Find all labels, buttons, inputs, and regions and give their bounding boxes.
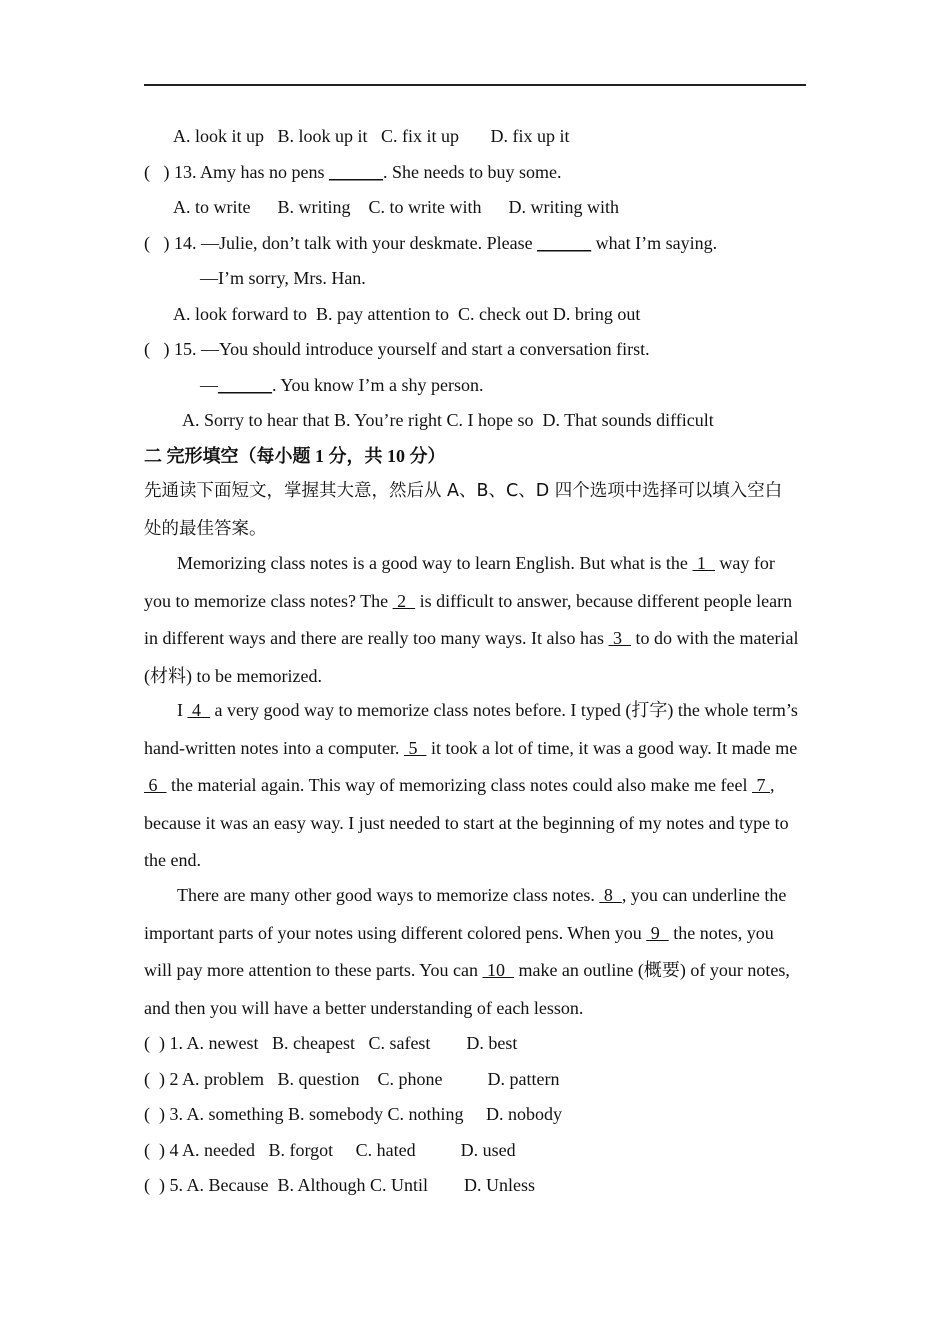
q15-blank: ______ (218, 375, 272, 395)
q14-options: A. look forward to B. pay attention to C. check out D. bring out (173, 304, 641, 324)
question-15: ( ) 15. —You should introduce yourself and start a conversation first. (144, 339, 650, 359)
q13-options: A. to write B. writing C. to write with D. writing with (173, 197, 619, 217)
passage-paragraph-2: I 4 a very good way to memorize class notes before. I typed (打字) the whole term’s hand-written notes into a computer. 5 it took a lot of time, it was a good way. It made me 6 the material again. This way of memorizing class notes could also make me feel 7 , because it was an easy way. I just needed to start at the beginning of my notes and type to the end. (144, 700, 798, 870)
blank-2: 2 (392, 590, 416, 611)
question-14: ( ) 14. —Julie, don’t talk with your deskmate. Please ______ what I’m saying. (144, 233, 718, 253)
answer-4: ( ) 4 A. needed B. forgot C. hated D. used (144, 1140, 516, 1160)
blank-7: 7 (751, 775, 770, 795)
section-2-instructions-line1: 先通读下面短文，掌握其大意，然后从 A、B、C、D 四个选项中选择可以填入空白 (144, 481, 783, 501)
blank-3: 3 (608, 628, 632, 648)
blank-8: 8 (599, 885, 622, 905)
question-13: ( ) 13. Amy has no pens ______. She needs to buy some. (144, 162, 562, 182)
blank-9: 9 (646, 922, 669, 943)
blank-1: 1 (692, 553, 715, 573)
answer-1: ( ) 1. A. newest B. cheapest C. safest D. best (144, 1033, 518, 1053)
q13-blank: ______ (328, 162, 383, 182)
blank-10: 10 (482, 960, 514, 980)
q14-reply: —I’m sorry, Mrs. Han. (200, 268, 366, 288)
blank-6: 6 (144, 775, 167, 795)
blank-4: 4 (187, 700, 210, 720)
answer-3: ( ) 3. A. something B. somebody C. nothing D. nobody (144, 1104, 562, 1124)
answer-2: ( ) 2 A. problem B. question C. phone D. pattern (144, 1069, 560, 1089)
q14-blank: ______ (537, 233, 592, 253)
section-2-instructions-line2: 处的最佳答案。 (144, 519, 267, 539)
blank-5: 5 (403, 737, 427, 758)
q15-reply: —______. You know I’m a shy person. (200, 375, 484, 395)
passage-paragraph-1: Memorizing class notes is a good way to learn English. But what is the 1 way for you to memorize class notes? The 2 is difficult to answer, because different people learn in different ways and there are really too many ways. It also has 3 to do with the material (材料) to be memorized. (144, 553, 799, 686)
passage-paragraph-3: There are many other good ways to memorize class notes. 8 , you can underline the important parts of your notes using different colored pens. When you 9 the notes, you will pay more attention to these parts. You can 10 make an outline (概要) of your notes, and then you will have a better understanding of each lesson. (144, 885, 790, 1018)
section-2-title: 二 完形填空（每小题 1 分，共 10 分） (144, 446, 446, 466)
q12-options: A. look it up B. look up it C. fix it up D. fix up it (173, 126, 570, 146)
header-rule (144, 84, 806, 86)
answer-5: ( ) 5. A. Because B. Although C. Until D. Unless (144, 1175, 535, 1195)
q15-options: A. Sorry to hear that B. You’re right C. I hope so D. That sounds difficult (182, 410, 714, 430)
